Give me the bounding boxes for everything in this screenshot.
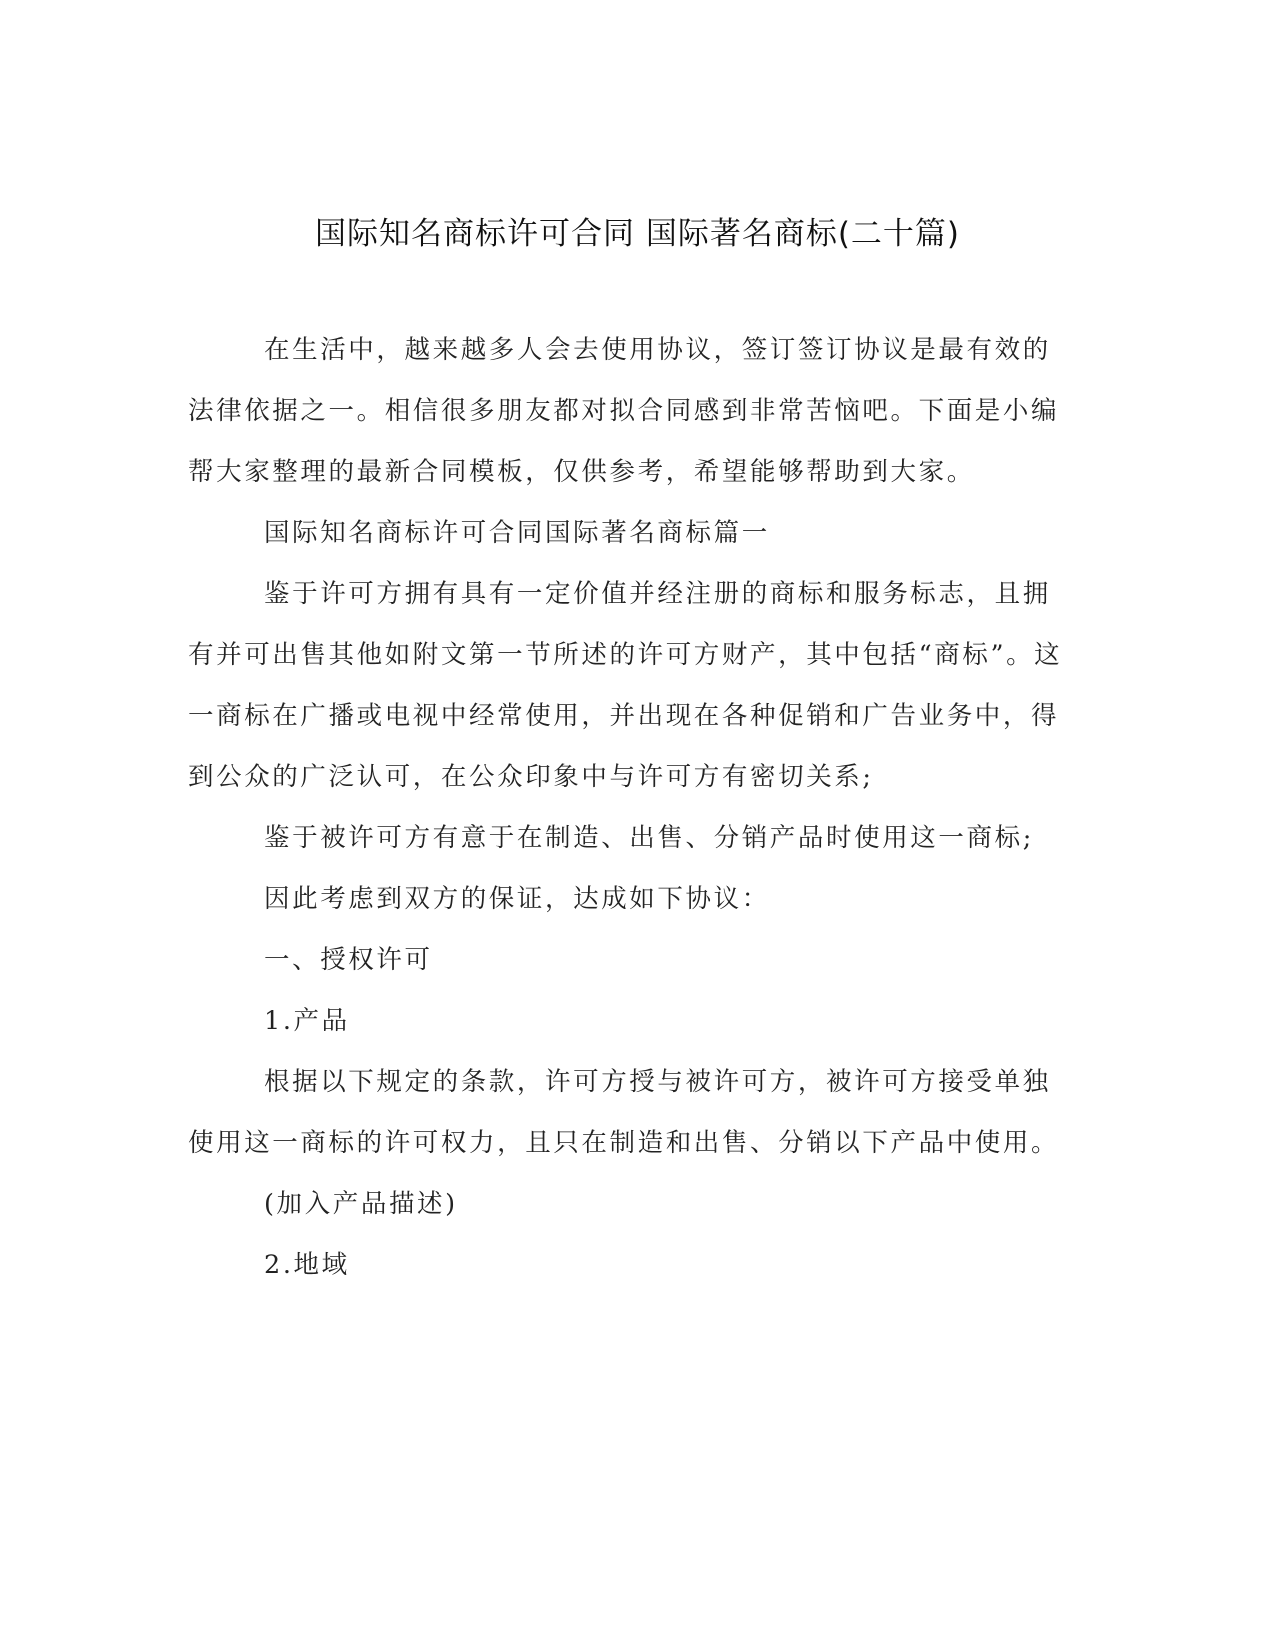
whereas-licensor-paragraph: 鉴于许可方拥有具有一定价值并经注册的商标和服务标志，且拥有并可出售其他如附文第一节所述的许可方财产，其中包括“商标”。这一商标在广播或电视中经常使用，并出现在各种促销和广告业务中，得到公众的广泛认可，在公众印象中与许可方有密切关系;: [188, 579, 1063, 792]
grant-terms-paragraph: 根据以下规定的条款，许可方授与被许可方，被许可方接受单独使用这一商标的许可权力，且只在制造和出售、分销以下产品中使用。: [188, 1067, 1060, 1158]
intro-paragraph: 在生活中，越来越多人会去使用协议，签订签订协议是最有效的法律依据之一。相信很多朋友都对拟合同感到非常苦恼吧。下面是小编帮大家整理的最新合同模板，仅供参考，希望能够帮助到大家。: [188, 335, 1060, 487]
subclause-heading-products: 1.产品: [264, 1006, 350, 1036]
document-title: 国际知名商标许可合同 国际著名商标(二十篇): [314, 216, 961, 252]
whereas-licensee-paragraph: 鉴于被许可方有意于在制造、出售、分销产品时使用这一商标;: [264, 823, 1034, 853]
product-description-placeholder: (加入产品描述): [264, 1189, 458, 1219]
subclause-heading-territory: 2.地域: [264, 1250, 350, 1280]
document-body: [188, 320, 1078, 1296]
agreement-intro-paragraph: 因此考虑到双方的保证，达成如下协议：: [264, 884, 770, 914]
section-heading-part-one: 国际知名商标许可合同国际著名商标篇一: [264, 518, 770, 548]
clause-heading-grant: 一、授权许可: [264, 945, 433, 975]
